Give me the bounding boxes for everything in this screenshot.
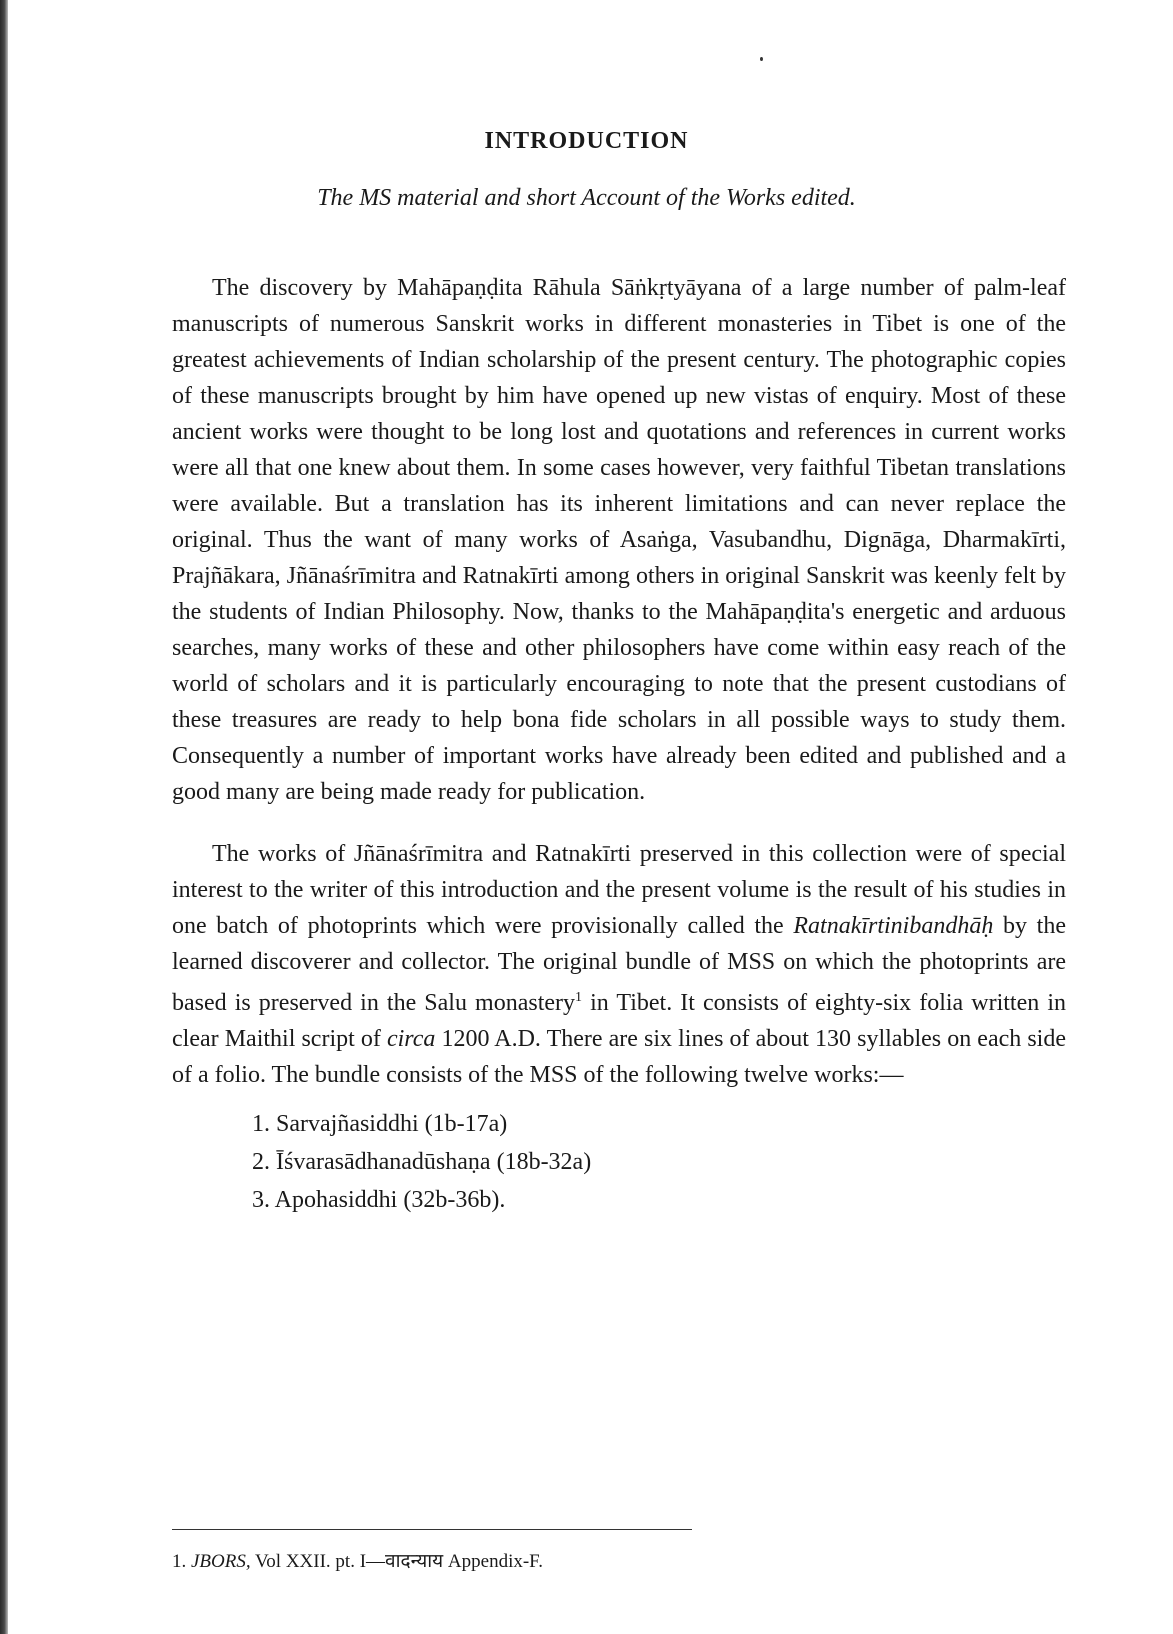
paragraph-2-text-d: 1200 A.D. There are six lines of about 130 syllables on each side of a folio. The bundle consists of the MSS of the following twelve works:—	[172, 1026, 1066, 1088]
paragraph-2-text-c: in Tibet. It consists of eighty-six folia written in clear Maithil script of	[172, 990, 1066, 1052]
paragraph-2-text-b: by the learned discoverer and collector. The original bundle of MSS on which the photoprints are based is preserved in the Salu monastery	[172, 913, 1066, 1016]
footnote-text: Vol XXII. pt. I—वादन्याय Appendix-F.	[250, 1551, 543, 1572]
body-text	[172, 270, 1066, 1219]
list-item: 1. Sarvajñasiddhi (1b-17a)	[252, 1111, 508, 1137]
print-speck	[760, 57, 763, 61]
italic-circa: circa	[386, 1026, 436, 1052]
footnote	[172, 1547, 543, 1573]
page-subtitle: The MS material and short Account of the Works edited.	[317, 185, 856, 211]
book-spine-edge	[0, 0, 8, 1634]
italic-work-title: Ratnakīrtinibandhāḥ	[793, 913, 994, 939]
footnote-source: JBORS,	[191, 1551, 251, 1572]
list-item: 3. Apohasiddhi (32b-36b).	[252, 1187, 506, 1213]
paragraph-1: The discovery by Mahāpaṇḍita Rāhula Sāṅkṛtyāyana of a large number of palm-leaf manuscripts of numerous Sanskrit works in different monasteries in Tibet is one of the greatest achievements of Indian scholarship of the present century. The photographic copies of these manuscripts brought by him have opened up new vistas of enquiry. Most of these ancient works were thought to be long lost and quotations and references in current works were all that one knew about them. In some cases however, very faithful Tibetan translations were available. But a translation has its inherent limitations and can never replace the original. Thus the want of many works of Asaṅga, Vasubandhu, Dignāga, Dharmakīrti, Prajñākara, Jñānaśrīmitra and Ratnakīrti among others in original Sanskrit was keenly felt by the students of Indian Philosophy. Now, thanks to the Mahāpaṇḍita's energetic and arduous searches, many works of these and other philosophers have come within easy reach of the world of scholars and it is particularly encouraging to note that the present custodians of these treasures are ready to help bona fide scholars in all possible ways to study them. Consequently a number of important works have already been edited and published and a good many are being made ready for publication.	[172, 275, 1066, 805]
list-item: 2. Īśvarasādhanadūshaṇa (18b-32a)	[252, 1149, 592, 1175]
works-list	[172, 1105, 1066, 1219]
footnote-marker: 1	[575, 990, 583, 1005]
footnote-divider	[172, 1529, 692, 1530]
paragraph-2	[172, 836, 1066, 1093]
page-title: INTRODUCTION	[484, 128, 689, 154]
footnote-number: 1.	[172, 1551, 187, 1572]
paragraph-2-text-a: The works of Jñānaśrīmitra and Ratnakīrti preserved in this collection were of special interest to the writer of this introduction and the present volume is the result of his studies in one batch of photoprints which were provisionally called the	[172, 841, 1066, 939]
